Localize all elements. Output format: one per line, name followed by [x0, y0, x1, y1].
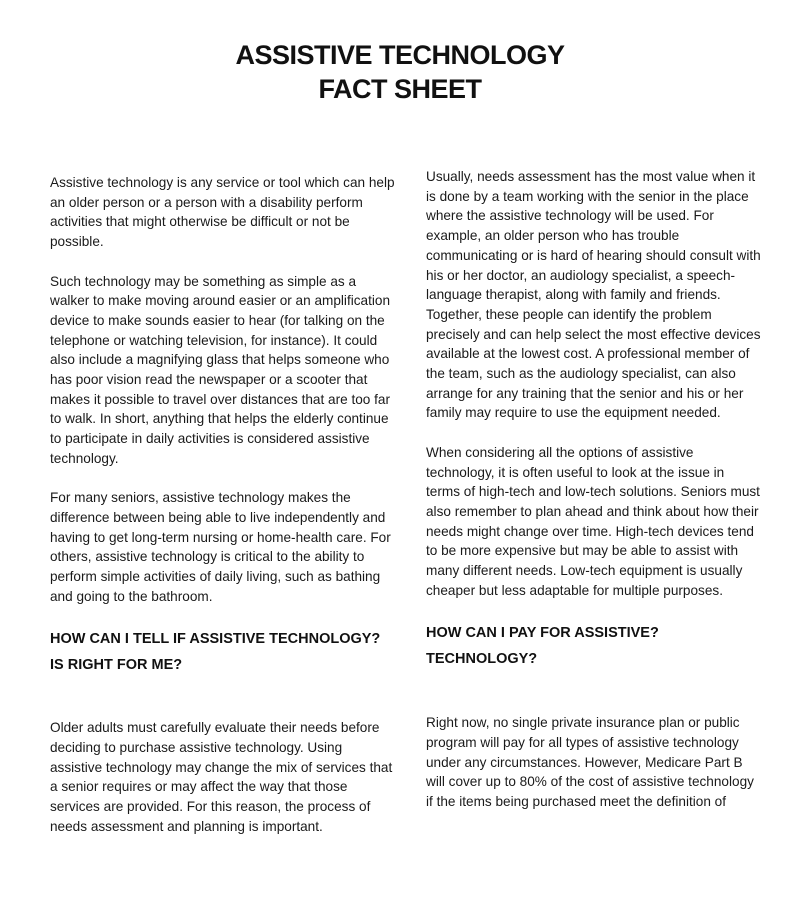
left-column	[50, 173, 395, 836]
right-paragraph-3: Right now, no single private insurance plan or public program will pay for all types of assistive technology under any circumstances. However, Medicare Part B will cover up to 80% of the cost of assistive technology if the items being purchased meet the definition of	[426, 715, 754, 809]
left-paragraph-4: Older adults must carefully evaluate their needs before deciding to purchase assistive technology. Using assistive technology may change the mix of services that a senior requires or may affect the way that those services are provided. For this reason, the process of needs assessment and planning is important.	[50, 720, 393, 834]
right-paragraph-1: Usually, needs assessment has the most value when it is done by a team working with the senior in the place where the assistive technology will be used. For example, an older person who has trouble communicating or is hard of hearing should consult with his or her doctor, an audiology specialist, a speech-language therapist, along with family and friends. Together, these people can identify the problem precisely and can help select the most effective devices available at the lowest cost. A professional member of the team, such as the audiology specialist, can also arrange for any training that the senior and his or her family may require to use the equipment needed.	[426, 169, 761, 421]
right-paragraph-2: When considering all the options of assistive technology, it is often useful to look at the issue in terms of high-tech and low-tech solutions. Seniors must also remember to plan ahead and think about how their needs might change over time. High-tech devices tend to be more expensive but may be able to assist with many different needs. Low-tech equipment is usually cheaper but less adaptable for multiple purposes.	[426, 444, 760, 598]
title-line-1: ASSISTIVE TECHNOLOGY	[235, 40, 565, 70]
right-section-heading: HOW CAN I PAY FOR ASSISTIVE? TECHNOLOGY?	[426, 625, 659, 668]
left-paragraph-1: Assistive technology is any service or tool which can help an older person or a person with a disability perform activities that might otherwise be difficult or not be possible.	[50, 175, 395, 250]
right-column	[426, 167, 761, 812]
title-line-2: FACT SHEET	[318, 74, 482, 104]
left-paragraph-3: For many seniors, assistive technology makes the difference between being able to live independently and having to get long-term nursing or home-health care. For others, assistive technology is critical to the ability to perform simple activities of daily living, such as bathing and going to the bathroom.	[50, 490, 391, 604]
left-paragraph-2: Such technology may be something as simple as a walker to make moving around easier or an amplification device to make sounds easier to hear (for talking on the telephone or watching television, for instance). It could also include a magnifying glass that helps someone who has poor vision read the newspaper or a scooter that makes it possible to travel over distances that are too far to walk. In short, anything that helps the elderly continue to participate in daily activities is considered assistive technology.	[50, 273, 391, 466]
left-section-heading: HOW CAN I TELL IF ASSISTIVE TECHNOLOGY? IS RIGHT FOR ME?	[50, 631, 381, 674]
page-title	[0, 38, 800, 106]
